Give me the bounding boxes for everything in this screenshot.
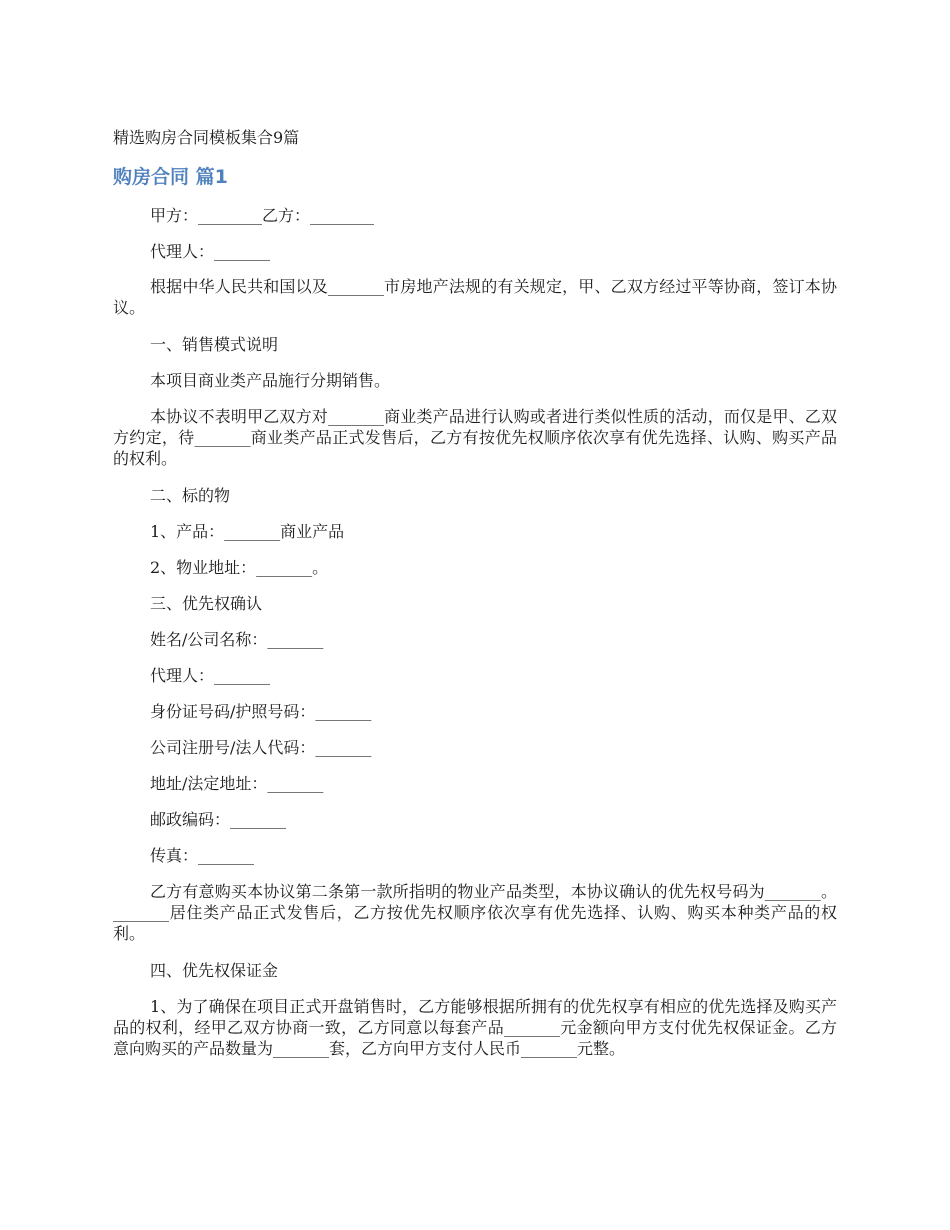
paragraph-agent-2: 代理人：_______ [150,666,271,685]
paragraph-section-1-title: 一、销售模式说明 [150,335,279,354]
paragraph-company-reg: 公司注册号/法人代码：_______ [150,738,372,757]
paragraph-section-4-title: 四、优先权保证金 [150,961,279,980]
paragraph-sales-mode: 本项目商业类产品施行分期销售。 [150,371,391,390]
paragraph-section-2-title: 二、标的物 [150,486,231,505]
paragraph-parties: 甲方：________乙方：________ [150,206,375,225]
document-title: 精选购房合同模板集合9篇 [113,128,300,147]
paragraph-name-company: 姓名/公司名称：_______ [150,630,324,649]
paragraph-property-address: 2、物业地址：_______。 [150,558,329,577]
section-heading: 购房合同 篇1 [113,166,228,188]
paragraph-id-passport: 身份证号码/护照号码：_______ [150,702,372,721]
paragraph-priority-number: 乙方有意购买本协议第二条第一款所指明的物业产品类型，本协议确认的优先权号码为_______。_______居住类产品正式发售后，乙方按优先权顺序依次享有优先选择、认购、购买本种类产品的权利。 [113,882,837,943]
paragraph-preamble: 根据中华人民共和国以及_______市房地产法规的有关规定，甲、乙双方经过平等协商，签订本协议。 [113,277,837,317]
paragraph-agreement-scope: 本协议不表明甲乙双方对_______商业类产品进行认购或者进行类似性质的活动，而仅是甲、乙双方约定，待_______商业类产品正式发售后，乙方有按优先权顺序依次享有优先选择、认购、购买产品的权利。 [113,407,837,468]
paragraph-section-3-title: 三、优先权确认 [150,594,263,613]
paragraph-fax: 传真：_______ [150,846,255,865]
paragraph-postal-code: 邮政编码：_______ [150,810,287,829]
paragraph-agent: 代理人：_______ [150,242,271,261]
paragraph-product: 1、产品：_______商业产品 [150,522,345,541]
paragraph-address: 地址/法定地址：_______ [150,774,324,793]
paragraph-deposit: 1、为了确保在项目正式开盘销售时，乙方能够根据所拥有的优先权享有相应的优先选择及购买产品的权利，经甲乙双方协商一致，乙方同意以每套产品_______元金额向甲方支付优先权保证金。乙方意向购买的产品数量为_______套，乙方向甲方支付人民币_______元整。 [113,997,837,1058]
